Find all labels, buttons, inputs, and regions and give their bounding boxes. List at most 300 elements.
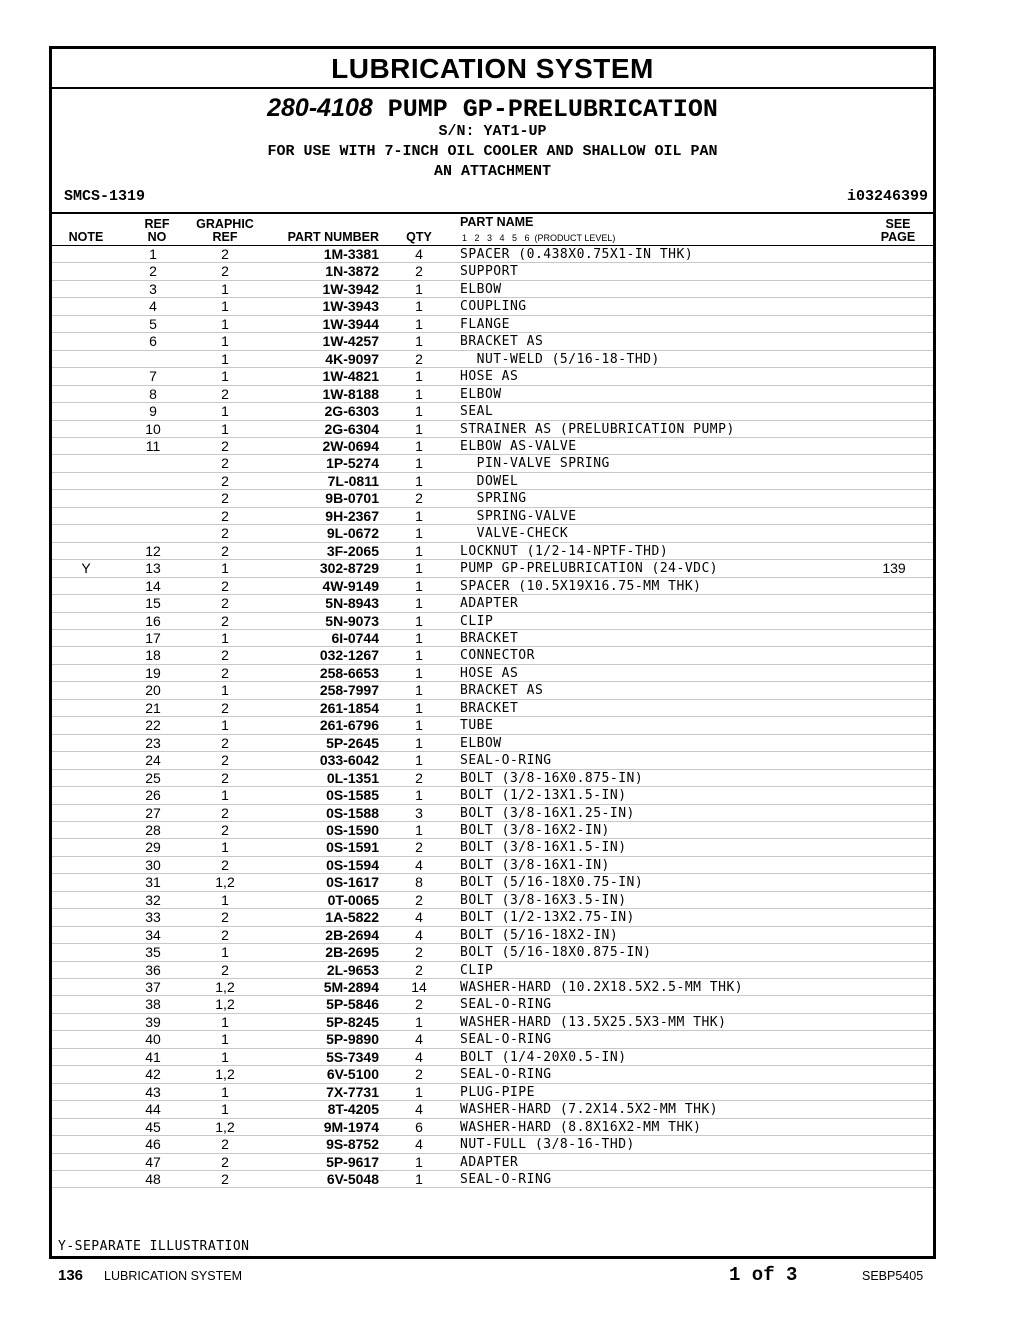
part-name-cell: ELBOW <box>460 386 502 402</box>
ref-no-cell: 14 <box>145 577 161 594</box>
part-number-cell: 5P-9890 <box>326 1031 379 1048</box>
qty-cell: 1 <box>415 333 423 350</box>
graphic-ref-cell: 2 <box>221 856 229 873</box>
graphic-ref-cell: 2 <box>221 909 229 926</box>
header-part-number: PART NUMBER <box>287 230 379 244</box>
part-name-cell: WASHER-HARD (8.8X16X2-MM THK) <box>460 1119 702 1135</box>
qty-cell: 1 <box>415 298 423 315</box>
ref-no-cell: 46 <box>145 1136 161 1153</box>
usage-note: FOR USE WITH 7-INCH OIL COOLER AND SHALLOW OIL PAN <box>267 143 718 160</box>
graphic-ref-cell: 1 <box>221 717 229 734</box>
table-row <box>52 578 933 595</box>
table-row <box>52 996 933 1013</box>
footer-document-id: SEBP5405 <box>862 1269 924 1283</box>
table-row <box>52 246 933 263</box>
part-name-cell: BRACKET <box>460 700 519 716</box>
group-part-number: 280-4108 <box>267 94 373 122</box>
header-graphic: GRAPHIC <box>196 217 254 231</box>
part-name-cell: HOSE AS <box>460 665 519 681</box>
table-row <box>52 386 933 403</box>
header-see: SEE <box>885 217 911 231</box>
header-graphic-ref: REF <box>212 230 238 244</box>
qty-cell: 1 <box>415 385 423 402</box>
part-name-cell: ELBOW <box>460 281 502 297</box>
graphic-ref-cell: 1 <box>221 280 229 297</box>
qty-cell: 1 <box>415 1171 423 1188</box>
qty-cell: 1 <box>415 1083 423 1100</box>
graphic-ref-cell: 1 <box>221 839 229 856</box>
table-row <box>52 752 933 769</box>
part-number-cell: 9M-1974 <box>323 1118 379 1135</box>
part-number-cell: 1W-3942 <box>322 280 379 297</box>
part-number-cell: 6V-5048 <box>326 1171 379 1188</box>
graphic-ref-cell: 1 <box>221 1031 229 1048</box>
qty-cell: 1 <box>415 368 423 385</box>
graphic-ref-cell: 2 <box>221 472 229 489</box>
ref-no-cell: 30 <box>145 856 161 873</box>
table-row <box>52 857 933 874</box>
part-name-cell: CLIP <box>460 613 494 629</box>
ref-no-cell: 11 <box>145 437 161 454</box>
table-row <box>52 595 933 612</box>
part-name-cell: CONNECTOR <box>460 648 535 664</box>
table-row <box>52 560 933 577</box>
part-number-cell: 7L-0811 <box>327 472 379 489</box>
table-row <box>52 508 933 525</box>
qty-cell: 4 <box>415 1048 423 1065</box>
part-number-cell: 5S-7349 <box>326 1048 379 1065</box>
qty-cell: 4 <box>415 856 423 873</box>
qty-cell: 1 <box>415 1153 423 1170</box>
part-number-cell: 1W-8188 <box>322 385 379 402</box>
ref-no-cell: 43 <box>145 1083 161 1100</box>
part-name-cell: BOLT (3/8-16X0.875-IN) <box>460 770 644 786</box>
part-number-cell: 6V-5100 <box>326 1066 379 1083</box>
part-number-cell: 0S-1617 <box>326 874 379 891</box>
table-row <box>52 909 933 926</box>
qty-cell: 1 <box>415 629 423 646</box>
part-number-cell: 0S-1588 <box>326 804 379 821</box>
part-name-cell: WASHER-HARD (10.2X18.5X2.5-MM THK) <box>460 980 744 996</box>
parts-table-body <box>52 246 933 1188</box>
part-name-cell: PIN-VALVE SPRING <box>460 456 610 472</box>
ref-no-cell: 16 <box>145 612 161 629</box>
part-number-cell: 1P-5274 <box>326 455 379 472</box>
ref-no-cell: 2 <box>149 263 157 280</box>
ref-no-cell: 41 <box>145 1048 161 1065</box>
part-number-cell: 2B-2694 <box>325 926 379 943</box>
header-part-name: PART NAME <box>460 215 534 229</box>
ref-no-cell: 32 <box>145 891 161 908</box>
qty-cell: 4 <box>415 909 423 926</box>
table-row <box>52 787 933 804</box>
graphic-ref-cell: 2 <box>221 769 229 786</box>
graphic-ref-cell: 2 <box>221 490 229 507</box>
part-name-cell: BOLT (1/2-13X1.5-IN) <box>460 788 627 804</box>
graphic-ref-cell: 2 <box>221 437 229 454</box>
qty-cell: 1 <box>415 577 423 594</box>
graphic-ref-cell: 2 <box>221 525 229 542</box>
part-name-cell: WASHER-HARD (13.5X25.5X3-MM THK) <box>460 1014 727 1030</box>
table-row <box>52 682 933 699</box>
table-row <box>52 525 933 542</box>
qty-cell: 2 <box>415 961 423 978</box>
part-name-cell: SPRING <box>460 491 527 507</box>
ref-no-cell: 39 <box>145 1013 161 1030</box>
graphic-ref-cell: 1 <box>221 629 229 646</box>
qty-cell: 1 <box>415 525 423 542</box>
part-name-cell: VALVE-CHECK <box>460 526 569 542</box>
ref-no-cell: 21 <box>145 699 161 716</box>
graphic-ref-cell: 1 <box>221 1101 229 1118</box>
ref-no-cell: 34 <box>145 926 161 943</box>
ref-no-cell: 10 <box>145 420 161 437</box>
header-qty: QTY <box>406 230 432 244</box>
table-row <box>52 281 933 298</box>
qty-cell: 1 <box>415 595 423 612</box>
qty-cell: 1 <box>415 821 423 838</box>
ref-no-cell: 7 <box>149 368 157 385</box>
part-name-cell: BOLT (3/8-16X1.25-IN) <box>460 805 635 821</box>
ref-no-cell: 20 <box>145 682 161 699</box>
part-number-cell: 1W-3943 <box>322 298 379 315</box>
part-number-cell: 4W-9149 <box>322 577 379 594</box>
qty-cell: 1 <box>415 542 423 559</box>
header-note: NOTE <box>68 230 104 244</box>
part-name-cell: SEAL-O-RING <box>460 753 552 769</box>
qty-cell: 2 <box>415 944 423 961</box>
ref-no-cell: 42 <box>145 1066 161 1083</box>
footer-page-count: 1 of 3 <box>729 1264 798 1286</box>
graphic-ref-cell: 1 <box>221 891 229 908</box>
table-row <box>52 298 933 315</box>
part-name-cell: PLUG-PIPE <box>460 1084 535 1100</box>
table-row <box>52 647 933 664</box>
part-number-cell: 5P-2645 <box>326 734 379 751</box>
see-page-cell: 139 <box>882 560 906 577</box>
graphic-ref-cell: 2 <box>221 1153 229 1170</box>
table-row <box>52 735 933 752</box>
part-number-cell: 1W-3944 <box>322 315 379 332</box>
part-number-cell: 0S-1590 <box>326 821 379 838</box>
graphic-ref-cell: 2 <box>221 961 229 978</box>
part-name-cell: SEAL-O-RING <box>460 997 552 1013</box>
part-name-cell: DOWEL <box>460 473 519 489</box>
graphic-ref-cell: 1 <box>221 1048 229 1065</box>
table-row <box>52 1154 933 1171</box>
qty-cell: 1 <box>415 280 423 297</box>
ref-no-cell: 3 <box>149 280 157 297</box>
part-number-cell: 9B-0701 <box>325 490 379 507</box>
table-row <box>52 700 933 717</box>
graphic-ref-cell: 1 <box>221 560 229 577</box>
ref-no-cell: 44 <box>145 1101 161 1118</box>
part-number-cell: 0S-1594 <box>326 856 379 873</box>
qty-cell: 2 <box>415 1066 423 1083</box>
qty-cell: 1 <box>415 787 423 804</box>
qty-cell: 2 <box>415 350 423 367</box>
section-title: LUBRICATION SYSTEM <box>52 49 933 89</box>
graphic-ref-cell: 1 <box>221 1013 229 1030</box>
ref-no-cell: 8 <box>149 385 157 402</box>
part-name-cell: SUPPORT <box>460 264 519 280</box>
table-row <box>52 892 933 909</box>
part-name-cell: BOLT (5/16-18X2-IN) <box>460 927 619 943</box>
part-number-cell: 2B-2695 <box>325 944 379 961</box>
part-number-cell: 6I-0744 <box>331 629 379 646</box>
note-cell: Y <box>81 560 91 577</box>
table-row <box>52 1084 933 1101</box>
ref-no-cell: 23 <box>145 734 161 751</box>
graphic-ref-cell: 2 <box>221 455 229 472</box>
table-row <box>52 665 933 682</box>
graphic-ref-cell: 1,2 <box>215 1118 235 1135</box>
qty-cell: 1 <box>415 1013 423 1030</box>
part-number-cell: 0T-0065 <box>327 891 379 908</box>
part-name-cell: BOLT (3/8-16X3.5-IN) <box>460 892 627 908</box>
table-row <box>52 944 933 961</box>
graphic-ref-cell: 1,2 <box>215 996 235 1013</box>
group-title <box>52 93 933 125</box>
ref-no-cell: 48 <box>145 1171 161 1188</box>
serial-number: S/N: YAT1-UP <box>438 123 547 140</box>
qty-cell: 6 <box>415 1118 423 1135</box>
qty-cell: 3 <box>415 804 423 821</box>
qty-cell: 1 <box>415 403 423 420</box>
part-number-cell: 261-6796 <box>319 717 379 734</box>
part-name-cell: BOLT (3/8-16X1.5-IN) <box>460 840 627 856</box>
graphic-ref-cell: 1 <box>221 350 229 367</box>
part-number-cell: 2W-0694 <box>322 437 379 454</box>
qty-cell: 1 <box>415 682 423 699</box>
qty-cell: 1 <box>415 717 423 734</box>
part-name-cell: BRACKET AS <box>460 334 544 350</box>
ref-no-cell: 1 <box>149 246 157 262</box>
table-row <box>52 333 933 350</box>
ref-no-cell: 17 <box>145 629 161 646</box>
graphic-ref-cell: 1,2 <box>215 874 235 891</box>
part-name-cell: SPRING-VALVE <box>460 508 577 524</box>
part-number-cell: 0S-1585 <box>326 787 379 804</box>
table-row <box>52 839 933 856</box>
part-number-cell: 9S-8752 <box>326 1136 379 1153</box>
part-number-cell: 3F-2065 <box>326 542 379 559</box>
graphic-ref-cell: 1 <box>221 944 229 961</box>
header-no: NO <box>147 230 167 244</box>
qty-cell: 1 <box>415 734 423 751</box>
graphic-ref-cell: 1 <box>221 315 229 332</box>
qty-cell: 1 <box>415 752 423 769</box>
part-number-cell: 8T-4205 <box>327 1101 379 1118</box>
graphic-ref-cell: 1 <box>221 420 229 437</box>
part-number-cell: 2G-6304 <box>324 420 379 437</box>
ref-no-cell: 9 <box>149 403 157 420</box>
part-number-cell: 7X-7731 <box>326 1083 379 1100</box>
part-name-cell: SEAL-O-RING <box>460 1067 552 1083</box>
part-number-cell: 1W-4257 <box>322 333 379 350</box>
ref-no-cell: 18 <box>145 647 161 664</box>
header-page: PAGE <box>880 230 916 244</box>
graphic-ref-cell: 2 <box>221 385 229 402</box>
qty-cell: 2 <box>415 263 423 280</box>
table-row <box>52 438 933 455</box>
ref-no-cell: 40 <box>145 1031 161 1048</box>
graphic-ref-cell: 1,2 <box>215 979 235 996</box>
part-name-cell: SEAL <box>460 404 494 420</box>
graphic-ref-cell: 2 <box>221 647 229 664</box>
part-number-cell: 033-6042 <box>319 752 379 769</box>
part-number-cell: 2G-6303 <box>324 403 379 420</box>
table-row <box>52 1014 933 1031</box>
qty-cell: 8 <box>415 874 423 891</box>
part-number-cell: 1N-3872 <box>325 263 379 280</box>
table-row <box>52 351 933 368</box>
table-row <box>52 455 933 472</box>
part-number-cell: 0S-1591 <box>326 839 379 856</box>
graphic-ref-cell: 2 <box>221 1136 229 1153</box>
part-name-cell: CLIP <box>460 962 494 978</box>
part-name-cell: BOLT (5/16-18X0.75-IN) <box>460 875 644 891</box>
part-name-cell: ELBOW AS-VALVE <box>460 438 577 454</box>
part-number-cell: 5N-8943 <box>325 595 379 612</box>
header-product-level: 1 2 3 4 5 6 (PRODUCT LEVEL) <box>462 233 616 243</box>
qty-cell: 2 <box>415 839 423 856</box>
part-name-cell: STRAINER AS (PRELUBRICATION PUMP) <box>460 421 735 437</box>
ref-no-cell: 38 <box>145 996 161 1013</box>
part-number-cell: 2L-9653 <box>326 961 379 978</box>
graphic-ref-cell: 1 <box>221 403 229 420</box>
part-name-cell: NUT-WELD (5/16-18-THD) <box>460 351 660 367</box>
graphic-ref-cell: 2 <box>221 752 229 769</box>
table-row <box>52 717 933 734</box>
part-name-cell: BOLT (5/16-18X0.875-IN) <box>460 945 652 961</box>
part-number-cell: 5P-8245 <box>326 1013 379 1030</box>
part-name-cell: HOSE AS <box>460 369 519 385</box>
part-number-cell: 9H-2367 <box>325 507 379 524</box>
graphic-ref-cell: 1 <box>221 298 229 315</box>
table-row <box>52 630 933 647</box>
graphic-ref-cell: 2 <box>221 734 229 751</box>
part-name-cell: BOLT (1/2-13X2.75-IN) <box>460 910 635 926</box>
part-number-cell: 5N-9073 <box>325 612 379 629</box>
table-row <box>52 1066 933 1083</box>
ref-no-cell: 29 <box>145 839 161 856</box>
ref-no-cell: 28 <box>145 821 161 838</box>
part-name-cell: PUMP GP-PRELUBRICATION (24-VDC) <box>460 561 719 577</box>
qty-cell: 2 <box>415 996 423 1013</box>
graphic-ref-cell: 1 <box>221 333 229 350</box>
part-number-cell: 1M-3381 <box>323 246 379 262</box>
qty-cell: 4 <box>415 1101 423 1118</box>
graphic-ref-cell: 2 <box>221 821 229 838</box>
qty-cell: 1 <box>415 699 423 716</box>
ref-no-cell: 27 <box>145 804 161 821</box>
table-row <box>52 490 933 507</box>
part-name-cell: SEAL-O-RING <box>460 1172 552 1188</box>
part-number-cell: 5P-5846 <box>326 996 379 1013</box>
part-name-cell: ADAPTER <box>460 596 519 612</box>
graphic-ref-cell: 2 <box>221 577 229 594</box>
part-number-cell: 5P-9617 <box>326 1153 379 1170</box>
qty-cell: 1 <box>415 472 423 489</box>
ref-no-cell: 4 <box>149 298 157 315</box>
table-row <box>52 927 933 944</box>
part-name-cell: ELBOW <box>460 735 502 751</box>
part-name-cell: BOLT (1/4-20X0.5-IN) <box>460 1049 627 1065</box>
part-name-cell: NUT-FULL (3/8-16-THD) <box>460 1137 635 1153</box>
graphic-ref-cell: 2 <box>221 263 229 280</box>
qty-cell: 14 <box>411 979 427 996</box>
ref-no-cell: 26 <box>145 787 161 804</box>
footnote: Y-SEPARATE ILLUSTRATION <box>58 1239 250 1254</box>
table-row <box>52 770 933 787</box>
graphic-ref-cell: 2 <box>221 542 229 559</box>
graphic-ref-cell: 1 <box>221 1083 229 1100</box>
qty-cell: 1 <box>415 560 423 577</box>
table-row <box>52 822 933 839</box>
ref-no-cell: 24 <box>145 752 161 769</box>
graphic-ref-cell: 2 <box>221 246 229 262</box>
part-name-cell: LOCKNUT (1/2-14-NPTF-THD) <box>460 543 669 559</box>
qty-cell: 1 <box>415 455 423 472</box>
part-name-cell: FLANGE <box>460 316 510 332</box>
illustration-id: i03246399 <box>846 188 928 205</box>
part-number-cell: 1A-5822 <box>325 909 379 926</box>
part-number-cell: 032-1267 <box>319 647 379 664</box>
ref-no-cell: 33 <box>145 909 161 926</box>
part-number-cell: 5M-2894 <box>323 979 379 996</box>
part-number-cell: 0L-1351 <box>326 769 379 786</box>
table-row <box>52 1049 933 1066</box>
table-row <box>52 316 933 333</box>
table-row <box>52 979 933 996</box>
ref-no-cell: 36 <box>145 961 161 978</box>
graphic-ref-cell: 2 <box>221 664 229 681</box>
part-number-cell: 302-8729 <box>319 560 379 577</box>
graphic-ref-cell: 2 <box>221 1171 229 1188</box>
table-row <box>52 1136 933 1153</box>
graphic-ref-cell: 1 <box>221 787 229 804</box>
ref-no-cell: 12 <box>145 542 161 559</box>
ref-no-cell: 13 <box>145 560 161 577</box>
ref-no-cell: 5 <box>149 315 157 332</box>
table-row <box>52 368 933 385</box>
part-number-cell: 1W-4821 <box>322 368 379 385</box>
part-name-cell: BOLT (3/8-16X2-IN) <box>460 822 610 838</box>
table-row <box>52 874 933 891</box>
ref-no-cell: 31 <box>145 874 161 891</box>
qty-cell: 4 <box>415 926 423 943</box>
part-number-cell: 258-6653 <box>319 664 379 681</box>
graphic-ref-cell: 2 <box>221 926 229 943</box>
qty-cell: 1 <box>415 664 423 681</box>
part-number-cell: 261-1854 <box>319 699 379 716</box>
qty-cell: 1 <box>415 420 423 437</box>
graphic-ref-cell: 2 <box>221 612 229 629</box>
table-row <box>52 962 933 979</box>
graphic-ref-cell: 1 <box>221 682 229 699</box>
header-ref: REF <box>144 217 170 231</box>
qty-cell: 2 <box>415 769 423 786</box>
footer-section: LUBRICATION SYSTEM <box>104 1269 242 1283</box>
table-row <box>52 543 933 560</box>
part-name-cell: BOLT (3/8-16X1-IN) <box>460 857 610 873</box>
table-row <box>52 263 933 280</box>
ref-no-cell: 22 <box>145 717 161 734</box>
part-number-cell: 9L-0672 <box>326 525 379 542</box>
ref-no-cell: 6 <box>149 333 157 350</box>
graphic-ref-cell: 1 <box>221 368 229 385</box>
